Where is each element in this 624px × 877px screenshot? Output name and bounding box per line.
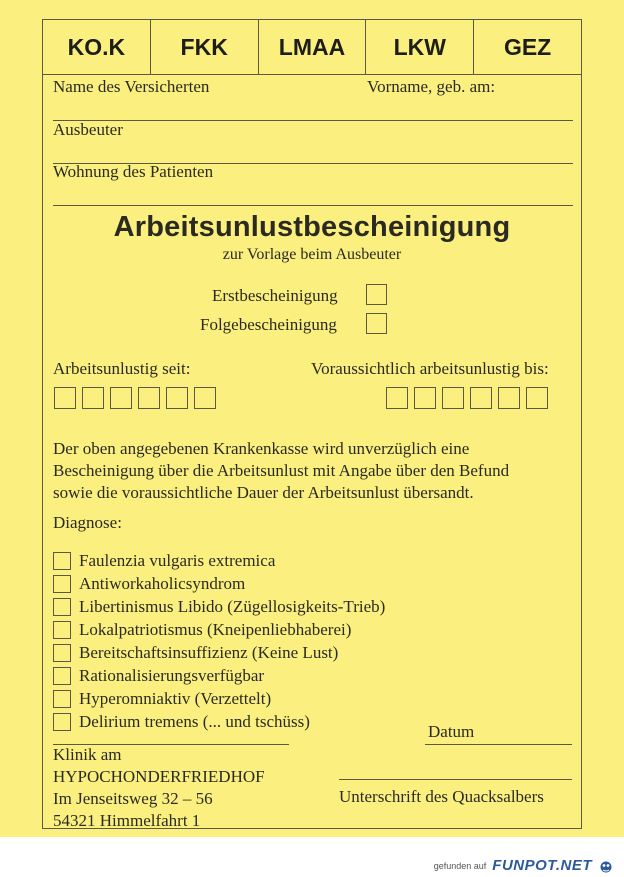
date-digit-box[interactable] [386, 387, 408, 409]
header-cell-gez: GEZ [473, 20, 581, 74]
funpot-brand[interactable]: FUNPOT.NET [492, 857, 592, 874]
diagnosis-text: Libertinismus Libido (Zügellosigkeits-Trieb) [79, 596, 386, 616]
diagnosis-item[interactable] [53, 595, 385, 618]
residence-line[interactable] [53, 205, 573, 206]
document-subtitle: zur Vorlage beim Ausbeuter [222, 246, 402, 263]
diagnosis-text: Rationalisierungsverfügbar [79, 665, 265, 685]
date-digit-box[interactable] [54, 387, 76, 409]
diagnosis-checkbox[interactable] [53, 667, 71, 685]
employer-label: Ausbeuter [53, 120, 123, 139]
diagnosis-item[interactable] [53, 618, 385, 641]
diagnosis-item[interactable] [53, 687, 385, 710]
diagnosis-text: Bereitschaftsinsuffizienz (Keine Lust) [79, 642, 339, 662]
unwilling-since-label: Arbeitsunlustig seit: [53, 359, 191, 378]
firstname-birthdate-label: Vorname, geb. am: [367, 77, 496, 96]
header-row [43, 20, 581, 75]
document-title: Arbeitsunlustbescheinigung [113, 211, 511, 243]
signature-label: Unterschrift des Quacksalbers [339, 787, 544, 806]
source-credit[interactable] [434, 857, 614, 874]
unwilling-since-date-boxes[interactable] [54, 387, 216, 409]
header-cell-kok: KO.K [67, 33, 126, 60]
header-cell-lmaa: LMAA [258, 20, 366, 74]
date-label: Datum [428, 722, 475, 741]
funpot-logo-icon [598, 859, 614, 873]
clinic-address [53, 744, 265, 832]
insured-name-label: Name des Versicherten [53, 77, 210, 96]
first-certificate-checkbox[interactable] [366, 284, 387, 305]
diagnosis-checkbox[interactable] [53, 552, 71, 570]
follow-certificate-label: Folgebescheinigung [200, 315, 337, 334]
date-digit-box[interactable] [414, 387, 436, 409]
unwilling-until-date-boxes[interactable] [386, 387, 548, 409]
footer-strip [0, 837, 624, 877]
signature-line[interactable] [339, 779, 572, 780]
diagnosis-text: Lokalpatriotismus (Kneipenliebhaberei) [79, 619, 352, 639]
clinic-line: Klinik am [53, 745, 122, 764]
clinic-line: 54321 Himmelfahrt 1 [53, 811, 201, 830]
notice-line: Der oben angegebenen Krankenkasse wird unverzüglich eine [53, 439, 470, 458]
diagnosis-checkbox[interactable] [53, 690, 71, 708]
diagnosis-item[interactable] [53, 664, 385, 687]
residence-label: Wohnung des Patienten [53, 162, 214, 181]
header-cell-fkk: FKK [150, 20, 258, 74]
diagnosis-item[interactable] [53, 710, 385, 733]
diagnosis-item[interactable] [53, 641, 385, 664]
follow-certificate-checkbox[interactable] [366, 313, 387, 334]
diagnosis-text: Hyperomniaktiv (Verzettelt) [79, 688, 272, 708]
diagnosis-checkbox[interactable] [53, 713, 71, 731]
date-digit-box[interactable] [442, 387, 464, 409]
date-digit-box[interactable] [82, 387, 104, 409]
date-digit-box[interactable] [110, 387, 132, 409]
date-line[interactable] [425, 744, 572, 745]
date-digit-box[interactable] [498, 387, 520, 409]
unwilling-until-label: Voraussichtlich arbeitsunlustig bis: [311, 359, 549, 378]
diagnosis-checkbox[interactable] [53, 598, 71, 616]
date-digit-box[interactable] [194, 387, 216, 409]
diagnosis-item[interactable] [53, 572, 385, 595]
header-cell-lkw: LKW [365, 20, 473, 74]
diagnosis-checkbox[interactable] [53, 621, 71, 639]
diagnosis-text: Antiworkaholicsyndrom [79, 573, 246, 593]
clinic-line: HYPOCHONDERFRIEDHOF [53, 767, 265, 786]
date-digit-box[interactable] [470, 387, 492, 409]
diagnosis-checkbox[interactable] [53, 644, 71, 662]
notice-line: Bescheinigung über die Arbeitsunlust mit Angabe über den Befund [53, 461, 510, 480]
date-digit-box[interactable] [526, 387, 548, 409]
diagnosis-list [53, 549, 385, 733]
date-digit-box[interactable] [166, 387, 188, 409]
clinic-line: Im Jenseitsweg 32 – 56 [53, 789, 213, 808]
diagnosis-text: Faulenzia vulgaris extremica [79, 550, 276, 570]
diagnosis-label: Diagnose: [53, 513, 122, 532]
notice-line: sowie die voraussichtliche Dauer der Arbeitsunlust übersandt. [53, 483, 474, 502]
name-line[interactable] [53, 120, 573, 121]
diagnosis-checkbox[interactable] [53, 575, 71, 593]
notice-paragraph [53, 438, 509, 504]
date-digit-box[interactable] [138, 387, 160, 409]
found-on-label: gefunden auf [433, 860, 487, 871]
first-certificate-label: Erstbescheinigung [212, 286, 338, 305]
diagnosis-text: Delirium tremens (... und tschüss) [79, 711, 310, 731]
diagnosis-item[interactable] [53, 549, 385, 572]
